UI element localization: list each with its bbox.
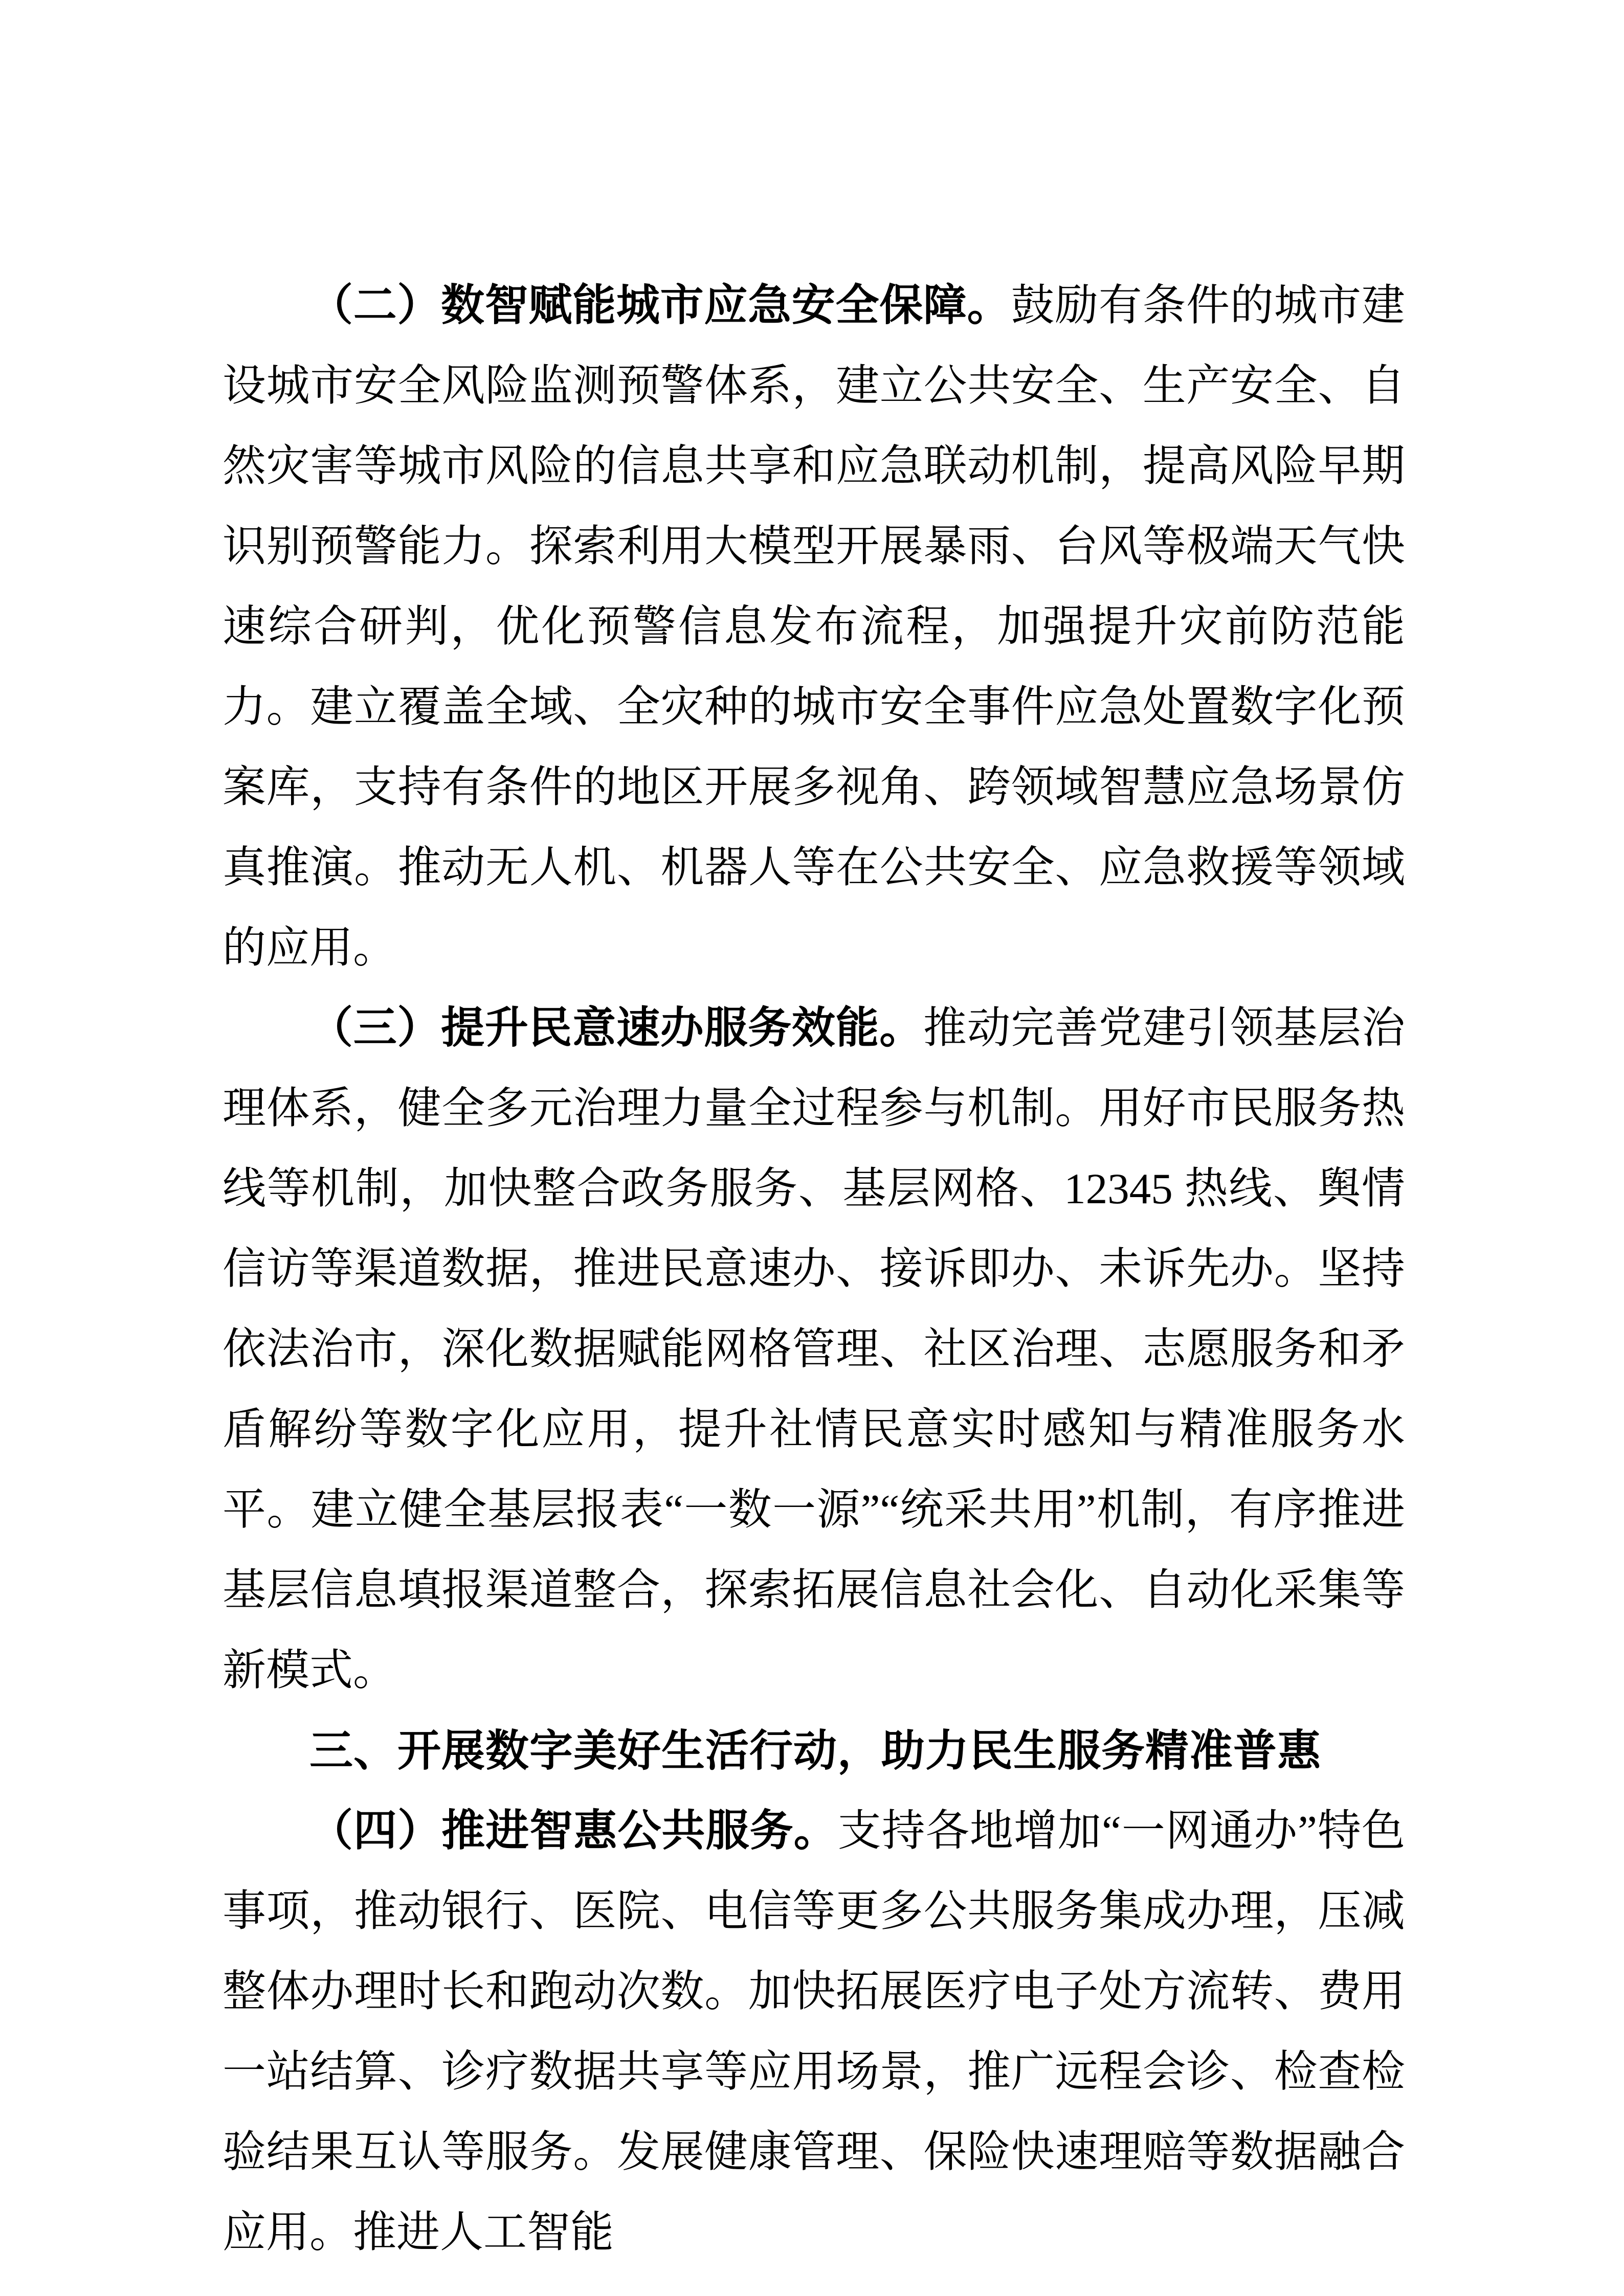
section-heading-part-3: 三、开展数字美好生活行动，助力民生服务精准普惠 — [309, 1727, 1322, 1775]
paragraph-section-3 — [223, 988, 1405, 1711]
paragraph-section-3-text: 推动完善党建引领基层治理体系，健全多元治理力量全过程参与机制。用好市民服务热线等机制，加快整合政务服务、基层网格、12345 热线、舆情信访等渠道数据，推进民意速办、接诉即办、未诉先办。坚持依法治市，深化数据赋能网格管理、社区治理、志愿服务和矛盾解纷等数字化应用，提升社情民意实时感知与精准服务水平。建立健全基层报表“一数一源”“统采共用”机制，有序推进基层信息填报渠道整合，探索拓展信息社会化、自动化采集等新模式。 — [223, 1004, 1405, 1695]
paragraph-section-2 — [223, 266, 1405, 988]
paragraph-section-2-lead: （二）数智赋能城市应急安全保障。 — [309, 282, 1011, 330]
paragraph-section-3-lead: （三）提升民意速办服务效能。 — [309, 1004, 923, 1052]
paragraph-section-4-lead: （四）推进智惠公共服务。 — [309, 1807, 838, 1855]
paragraph-section-2-text: 鼓励有条件的城市建设城市安全风险监测预警体系，建立公共安全、生产安全、自然灾害等城市风险的信息共享和应急联动机制，提高风险早期识别预警能力。探索利用大模型开展暴雨、台风等极端天气快速综合研判，优化预警信息发布流程，加强提升灾前防范能力。建立覆盖全域、全灾种的城市安全事件应急处置数字化预案库，支持有条件的地区开展多视角、跨领域智慧应急场景仿真推演。推动无人机、机器人等在公共安全、应急救援等领域的应用。 — [223, 282, 1405, 972]
text-block — [223, 266, 1405, 2273]
paragraph-section-4-text: 支持各地增加“一网通办”特色事项，推动银行、医院、电信等更多公共服务集成办理，压减整体办理时长和跑动次数。加快拓展医疗电子处方流转、费用一站结算、诊疗数据共享等应用场景，推广远程会诊、检查检验结果互认等服务。发展健康管理、保险快速理赔等数据融合应用。推进人工智能 — [223, 1807, 1405, 2257]
paragraph-section-4 — [223, 1791, 1405, 2273]
